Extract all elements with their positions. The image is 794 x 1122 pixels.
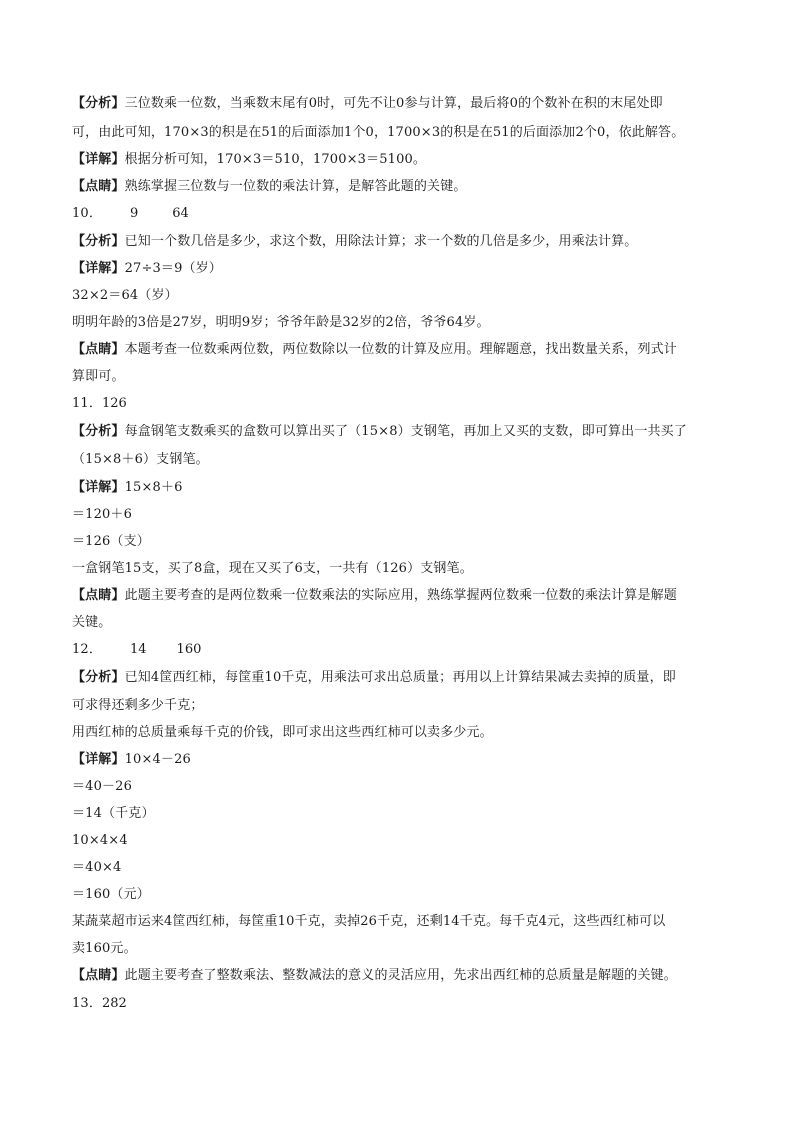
q12-highlight-line	[72, 966, 722, 986]
analysis-tag: 【分析】	[72, 424, 125, 439]
q12-step-2: ＝14（千克）	[72, 806, 155, 821]
q12-step-line-2	[72, 804, 722, 824]
highlight-tag: 【点睛】	[72, 342, 125, 357]
q12-step-line-3	[72, 858, 722, 878]
detail-tag: 【详解】	[72, 480, 125, 495]
q12-analysis-line-1	[72, 668, 722, 688]
q10-answer-line	[72, 204, 722, 224]
q11-analysis-text-2: （15×8＋6）支钢笔。	[72, 452, 209, 467]
q13-answer: 282	[102, 996, 127, 1011]
q13-number: 13．	[72, 996, 102, 1011]
q11-highlight-line-2	[72, 613, 722, 633]
q11-step-1: ＝120＋6	[72, 507, 132, 522]
q10-analysis-text: 已知一个数几倍是多少，求这个数，用除法计算；求一个数的几倍是多少，用乘法计算。	[124, 234, 638, 249]
q12-step-line-4	[72, 885, 722, 905]
q12-step-1: ＝40－26	[72, 779, 132, 794]
q10-calc-line-2	[72, 286, 722, 306]
q10-highlight-text-1: 本题考查一位数乘两位数，两位数除以一位数的计算及应用。理解题意，找出数量关系，列式计	[124, 342, 677, 357]
q11-highlight-text-1: 此题主要考查的是两位数乘一位数乘法的实际应用，熟练掌握两位数乘一位数的乘法计算是解题	[124, 588, 677, 603]
q12-highlight-text: 此题主要考查了整数乘法、整数减法的意义的灵活应用，先求出西红柿的总质量是解题的关键。	[124, 968, 677, 983]
detail-tag: 【详解】	[72, 152, 125, 167]
q10-detail-line	[72, 259, 722, 279]
q12-answer-line	[72, 640, 722, 660]
q10-highlight-text-2: 算即可。	[72, 369, 125, 384]
q11-highlight-text-2: 关键。	[72, 615, 112, 630]
q9-analysis-text-1: 三位数乘一位数，当乘数末尾有0时，可先不让0参与计算，最后将0的个数补在积的末尾处即	[124, 96, 663, 111]
q9-highlight-text: 熟练掌握三位数与一位数的乘法计算，是解答此题的关键。	[124, 179, 467, 194]
q10-calc-2: 32×2＝64（岁）	[72, 288, 178, 303]
q11-detail-text: 15×8＋6	[124, 480, 183, 495]
q13-answer-line	[72, 994, 722, 1014]
q10-detail-text: 27÷3＝9（岁）	[124, 261, 222, 276]
q9-analysis-text-2: 可，由此可知，170×3的积是在51的后面添加1个0，1700×3的积是在51的后面添加2个0，依此解答。	[72, 125, 685, 140]
analysis-tag: 【分析】	[72, 234, 125, 249]
q12-explain-text-2: 卖160元。	[72, 941, 137, 956]
q10-number: 10．	[72, 206, 102, 221]
q10-highlight-line-1	[72, 340, 722, 360]
q12-step-3: ＝40×4	[72, 860, 122, 875]
analysis-tag: 【分析】	[72, 670, 125, 685]
q9-analysis-line-1	[72, 94, 722, 114]
q12-analysis-line-2	[72, 696, 722, 716]
q12-explain-text-1: 某蔬菜超市运来4筐西红柿，每筐重10千克，卖掉26千克，还剩14千克。每千克4元，这些西红柿可以	[72, 914, 666, 929]
q11-number: 11．	[72, 396, 102, 411]
q12-answer-2: 160	[176, 642, 202, 657]
highlight-tag: 【点睛】	[72, 588, 125, 603]
q10-answer-1: 9	[130, 206, 139, 221]
q11-analysis-text-1: 每盒钢笔支数乘买的盒数可以算出买了（15×8）支钢笔，再加上又买的支数，即可算出一共买了	[124, 424, 687, 439]
q11-analysis-line-2	[72, 450, 722, 470]
q12-analysis-text-2: 可求得还剩多少千克；	[72, 698, 204, 713]
q10-answer-2: 64	[172, 206, 189, 221]
q12-answer-1: 14	[130, 642, 147, 657]
q11-answer-line	[72, 394, 722, 414]
q12-calc-2: 10×4×4	[72, 833, 128, 848]
q11-answer: 126	[102, 396, 127, 411]
detail-tag: 【详解】	[72, 261, 125, 276]
q11-explain-line	[72, 559, 722, 579]
q9-detail-line	[72, 150, 722, 170]
q10-analysis-line	[72, 232, 722, 252]
q11-highlight-line-1	[72, 586, 722, 606]
q11-step-2: ＝126（支）	[72, 534, 150, 549]
q12-detail-text: 10×4－26	[124, 752, 191, 767]
q9-detail-text: 根据分析可知，170×3＝510，1700×3＝5100。	[124, 152, 427, 167]
highlight-tag: 【点睛】	[72, 179, 125, 194]
q12-calc-line-2	[72, 831, 722, 851]
q11-detail-line	[72, 478, 722, 498]
q12-step-line-1	[72, 777, 722, 797]
analysis-tag: 【分析】	[72, 96, 125, 111]
q12-analysis-text-3: 用西红柿的总质量乘每千克的价钱，即可求出这些西红柿可以卖多少元。	[72, 725, 493, 740]
q12-analysis-text-1: 已知4筐西红柿，每筐重10千克，用乘法可求出总质量；再用以上计算结果减去卖掉的质量，即	[124, 670, 676, 685]
detail-tag: 【详解】	[72, 752, 125, 767]
q12-detail-line	[72, 750, 722, 770]
q9-highlight-line	[72, 177, 722, 197]
q11-explain-text: 一盒钢笔15支，买了8盒，现在又买了6支，一共有（126）支钢笔。	[72, 561, 473, 576]
q12-step-4: ＝160（元）	[72, 887, 150, 902]
q12-explain-line-1	[72, 912, 722, 932]
q9-analysis-line-2	[72, 123, 722, 143]
q11-step-line-2	[72, 532, 722, 552]
q12-number: 12．	[72, 642, 102, 657]
q12-explain-line-2	[72, 939, 722, 959]
highlight-tag: 【点睛】	[72, 968, 125, 983]
q10-explain-line	[72, 313, 722, 333]
q11-analysis-line-1	[72, 422, 722, 442]
q10-highlight-line-2	[72, 367, 722, 387]
q11-step-line-1	[72, 505, 722, 525]
q10-explain-text: 明明年龄的3倍是27岁，明明9岁；爷爷年龄是32岁的2倍，爷爷64岁。	[72, 315, 490, 330]
q12-analysis-line-3	[72, 723, 722, 743]
